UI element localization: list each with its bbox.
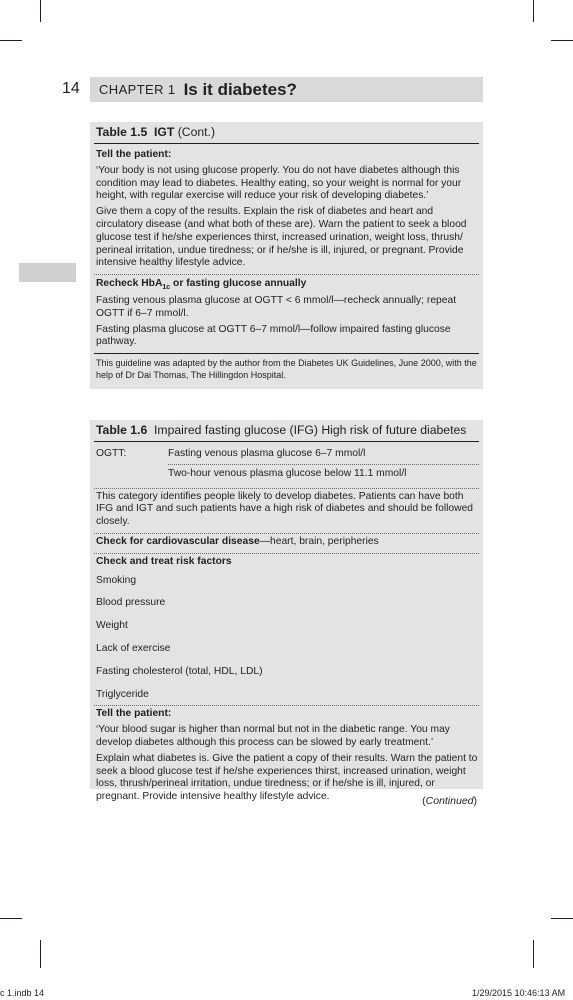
table-title-rest: (Cont.)	[177, 125, 215, 139]
footer-file: c 1.indb 14	[0, 988, 45, 998]
venous-text: Fasting venous plasma glucose at OGTT < 6 mmol/l—recheck annually; repeat OGTT if 6–7 mmol/l.	[96, 294, 457, 319]
footer-timestamp: 1/29/2015 10:46:13 AM	[472, 988, 566, 998]
crop-mark	[40, 940, 41, 968]
ogtt-label: OGTT:	[96, 448, 127, 459]
thumb-index-tab	[19, 263, 76, 282]
risk-factor-item: Smoking	[96, 574, 137, 586]
recheck-heading	[94, 275, 479, 295]
table-title	[94, 420, 479, 442]
continued-text: Continued	[425, 795, 474, 807]
recheck-pre: Recheck HbA	[96, 278, 163, 290]
ogtt-row	[94, 445, 479, 489]
page-number: 14	[62, 80, 80, 97]
table-title	[94, 122, 479, 144]
crop-mark	[533, 0, 534, 22]
crop-mark	[0, 40, 22, 41]
ogtt-line: Two-hour venous plasma glucose below 11.1 mmol/l	[168, 467, 407, 479]
chapter-header	[90, 77, 483, 102]
cardio-bold: Check for cardiovascular disease	[96, 535, 260, 547]
table-title-text: Impaired fasting glucose (IFG) High risk of future diabetes	[154, 423, 467, 437]
risk-factor-item: Blood pressure	[96, 597, 166, 609]
ogtt-line: Fasting venous plasma glucose 6–7 mmol/l	[168, 445, 479, 465]
risk-factor-item: Weight	[96, 620, 128, 632]
patient-quote: ‘Your blood sugar is higher than normal but not in the diabetic range. You may develop diabetes although this process can be slowed by early treatment.’	[96, 724, 450, 748]
risk-heading: Check and treat risk factors	[96, 555, 232, 567]
recheck-post: or fasting glucose annually	[170, 278, 307, 290]
crop-mark	[551, 40, 573, 41]
cardio-check	[94, 534, 479, 554]
table-number: Table 1.5	[96, 125, 148, 139]
continued-note: (Continued)	[422, 795, 477, 807]
ogtt-values	[168, 445, 479, 484]
table-1-5	[90, 122, 483, 389]
section-heading: Tell the patient:	[96, 149, 172, 160]
source-note: This guideline was adapted by the author from the Diabetes UK Guidelines, June 2000, with the help of Dr Dai Thomas, The Hillingdon Hospital.	[96, 358, 477, 380]
explain-text: Explain what diabetes is. Give the patient a copy of their results. Warn the patient to seek a blood glucose test if he/she experiences thirst, increased urination, weight loss, thrush/perineal irritation, undue tiredness; or if he/she is ill, injured, or pregnant. Provide intensive healthy lifestyle advice.	[96, 752, 478, 803]
category-text: This category identifies people likely to develop diabetes. Patients can have both IFG and IGT and such patients have a high risk of diabetes and should be followed closely.	[94, 489, 479, 534]
plasma-text: Fasting plasma glucose at OGTT 6–7 mmol/l—follow impaired fasting glucose pathway.	[94, 324, 479, 355]
recheck-sub: 1c	[162, 284, 171, 292]
chapter-title: Is it diabetes?	[183, 79, 297, 99]
risk-factor-item: Fasting cholesterol (total, HDL, LDL)	[96, 665, 263, 677]
crop-mark	[0, 918, 22, 919]
crop-mark	[40, 0, 41, 22]
crop-mark	[551, 918, 573, 919]
table-number: Table 1.6	[96, 423, 148, 437]
section-heading: Tell the patient:	[96, 708, 172, 720]
risk-factor-item: Lack of exercise	[96, 642, 171, 654]
patient-quote: ‘Your body is not using glucose properly. You do not have diabetes although this condition may lead to diabetes. Healthy eating, so your weight is normal for your height, with regular exercise will reduce your risk of developing diabetes.’	[96, 164, 462, 202]
table-title-bold: IGT	[154, 125, 175, 139]
crop-mark	[533, 940, 534, 968]
risk-factor-item: Triglyceride	[94, 687, 479, 707]
chapter-label: CHAPTER 1	[99, 82, 176, 97]
cardio-rest: —heart, brain, peripheries	[259, 535, 379, 547]
advice-text: Give them a copy of the results. Explain the risk of diabetes and heart and circulatory disease (and what both of these are). Warn the patient to seek a blood glucose test if he/she experiences thirst, increased urination, weight loss, thrush/ perineal irritation, undue tiredness; or if he/she is ill, injured, or pregnant. Provide intensive healthy lifestyle advice.	[94, 206, 479, 275]
